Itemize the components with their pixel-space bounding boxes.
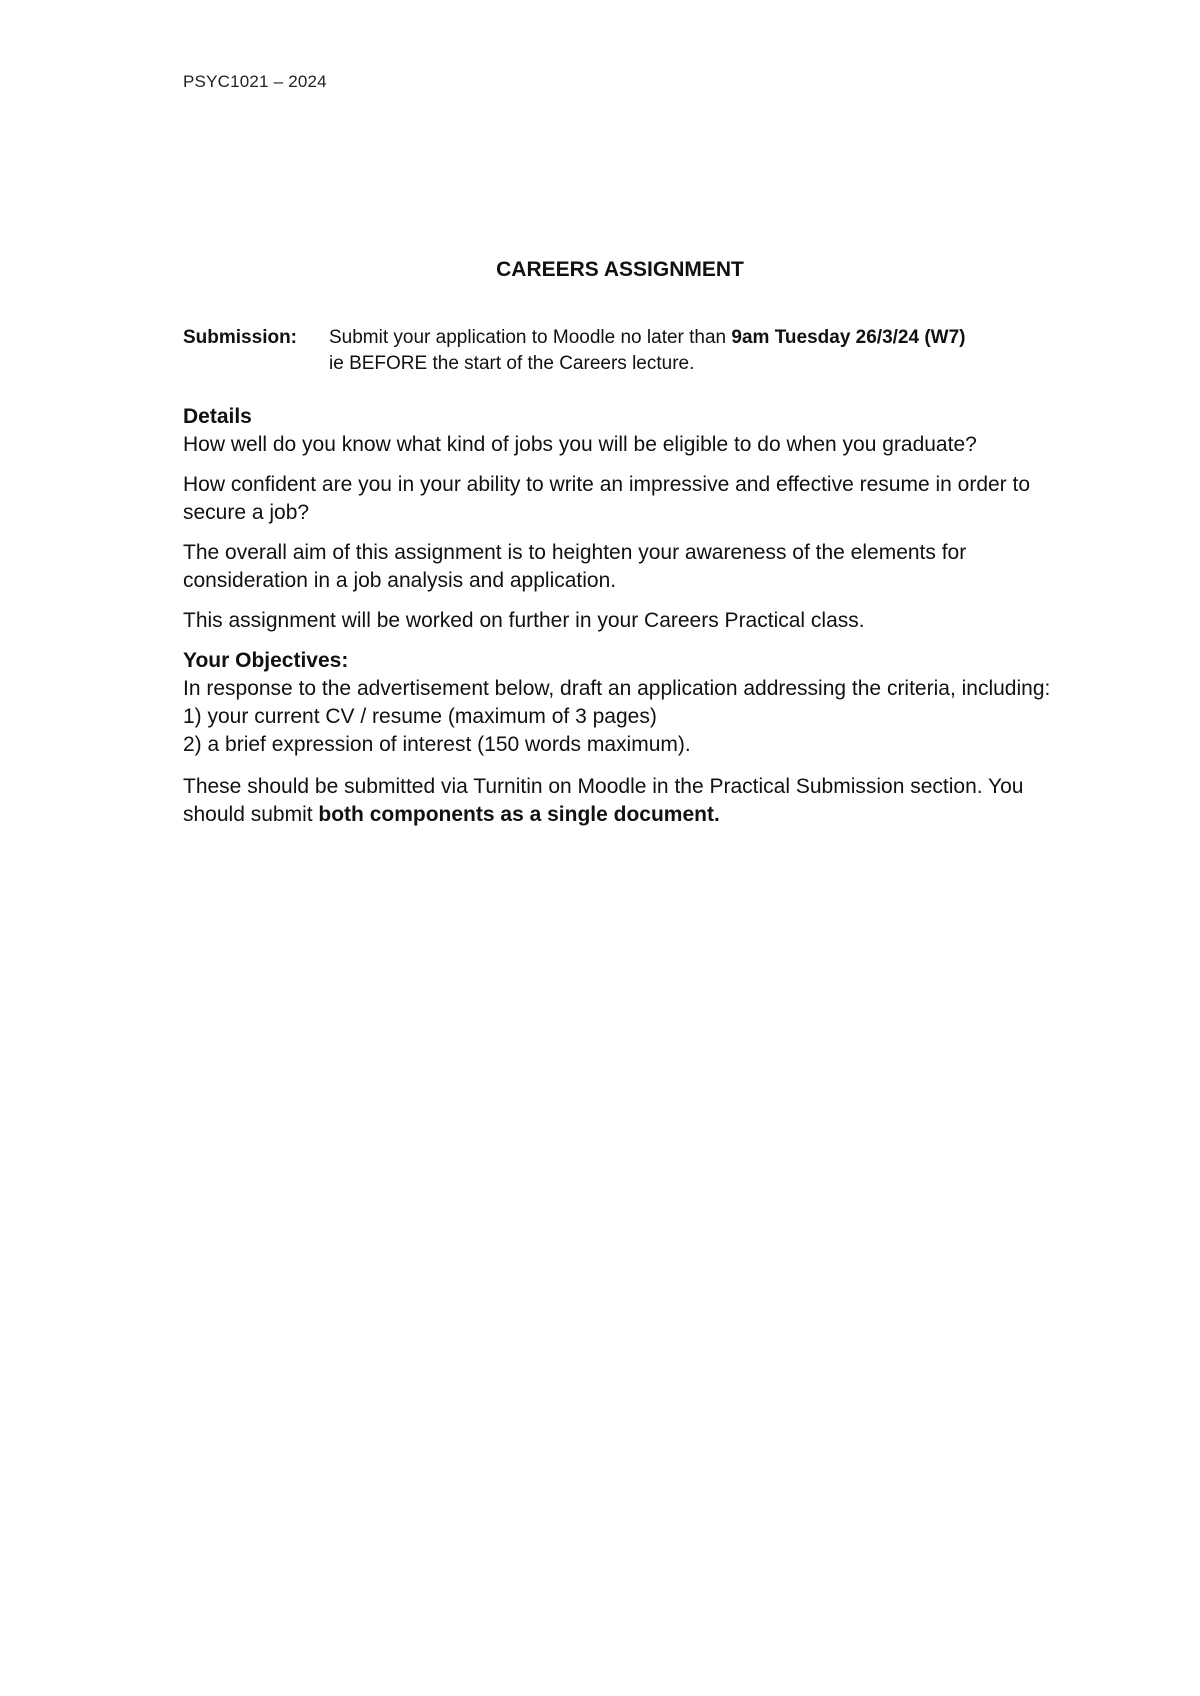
details-paragraph: This assignment will be worked on further in your Careers Practical class. [183,609,865,632]
objective-item: 1) your current CV / resume (maximum of 3 pages) [183,705,657,728]
submission-text [329,325,1103,377]
objective-item: 2) a brief expression of interest (150 words maximum). [183,733,691,756]
details-paragraph: How well do you know what kind of jobs you will be eligible to do when you graduate? [183,433,977,456]
objectives-heading: Your Objectives: [183,649,349,672]
details-heading: Details [183,405,252,428]
document-body [183,403,1083,829]
details-paragraph: The overall aim of this assignment is to heighten your awareness of the elements for consideration in a job analysis and application. [183,541,967,592]
submission-label: Submission: [183,327,298,348]
submission-instruction: Submit your application to Moodle no later than [329,327,732,348]
page-title: CAREERS ASSIGNMENT [496,258,744,281]
submission-note: ie BEFORE the start of the Careers lecture. [329,353,695,374]
closing-emphasis: both components as a single document. [318,803,720,826]
course-code-header: PSYC1021 – 2024 [183,72,327,91]
objectives-intro: In response to the advertisement below, draft an application addressing the criteria, including: [183,677,1051,700]
details-paragraph: How confident are you in your ability to write an impressive and effective resume in order to secure a job? [183,473,1031,524]
objectives-list [183,703,1083,759]
closing-text: These should be submitted via Turnitin on Moodle in the Practical Submission section. You should submit [183,775,1024,826]
submission-block [183,325,1103,377]
submission-deadline: 9am Tuesday 26/3/24 (W7) [731,327,966,348]
objectives-closing [183,773,1083,829]
